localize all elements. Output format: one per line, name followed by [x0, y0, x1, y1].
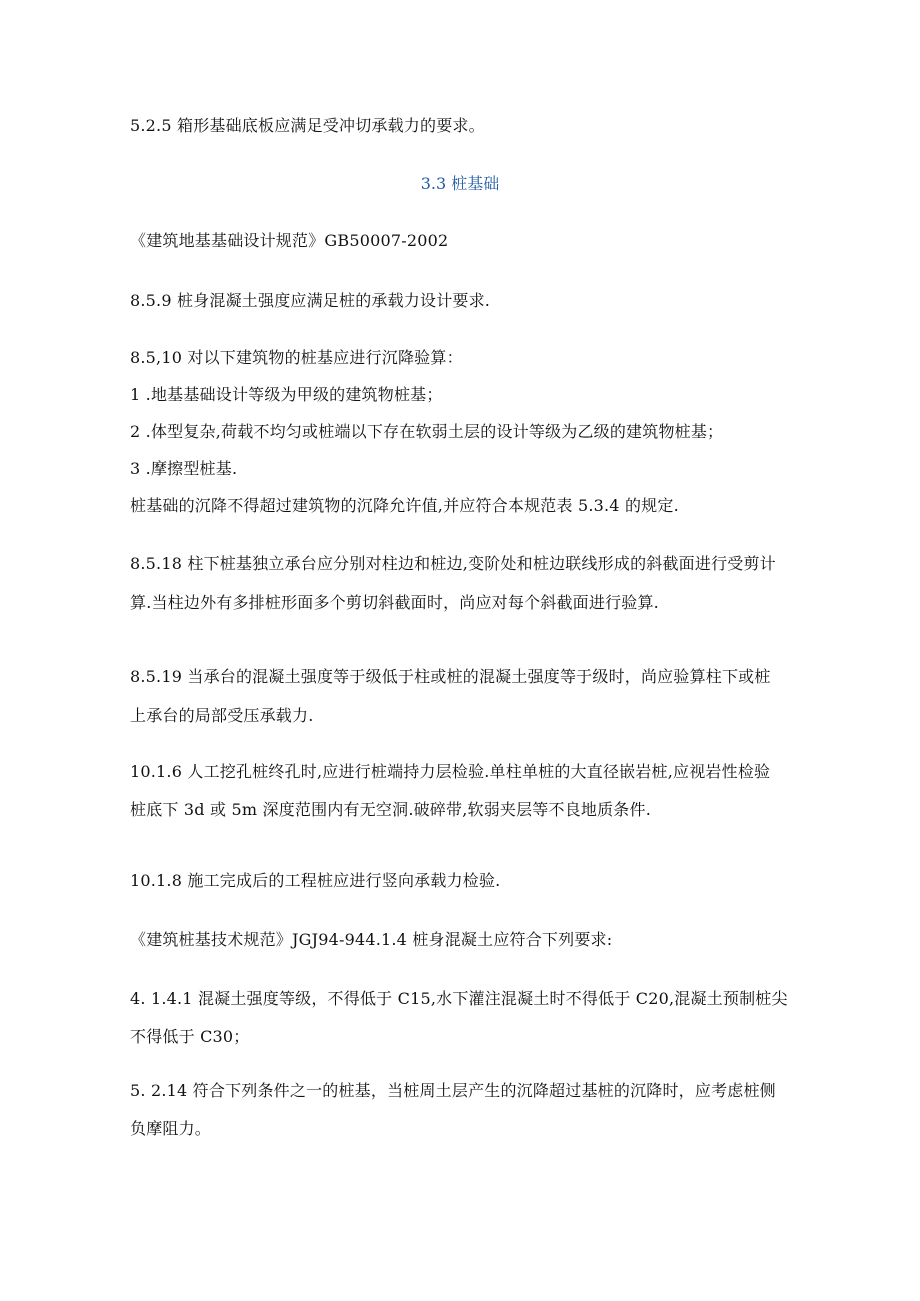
standard-reference-gb50007: 《建筑地基基础设计规范》GB50007-2002: [130, 231, 449, 250]
paragraph-10-1-8: 10.1.8 施工完成后的工程桩应进行竖向承载力检验.: [130, 871, 501, 890]
paragraph-8-5-10-note: 桩基础的沉降不得超过建筑物的沉降允许值,并应符合本规范表 5.3.4 的规定.: [130, 496, 679, 515]
paragraph-8-5-18-line: 8.5.18 柱下桩基独立承台应分别对柱边和桩边,变阶处和桩边联线形成的斜截面进行受剪计: [130, 554, 776, 573]
paragraph-5-2-14-line: 负摩阻力。: [130, 1119, 212, 1138]
paragraph-8-5-18-line: 算.当柱边外有多排桩形面多个剪切斜截面时，尚应对每个斜截面进行验算.: [130, 593, 659, 612]
list-item: 3 .摩擦型桩基.: [130, 459, 238, 478]
paragraph-8-5-19-line: 上承台的局部受压承载力.: [130, 706, 314, 725]
standard-reference-jgj94: 《建筑桩基技术规范》JGJ94-944.1.4 桩身混凝土应符合下列要求:: [130, 930, 613, 949]
paragraph-10-1-6-line: 桩底下 3d 或 5m 深度范围内有无空洞.破碎带,软弱夹层等不良地质条件.: [130, 800, 651, 819]
section-heading: 3.3 桩基础: [420, 174, 500, 193]
paragraph-10-1-6-line: 10.1.6 人工挖孔桩终孔时,应进行桩端持力层检验.单柱单桩的大直径嵌岩桩,应视岩性检验: [130, 762, 771, 781]
list-item: 2 .体型复杂,荷载不均匀或桩端以下存在软弱土层的设计等级为乙级的建筑物桩基；: [130, 422, 724, 441]
paragraph-8-5-19-line: 8.5.19 当承台的混凝土强度等于级低于柱或桩的混凝土强度等于级时，尚应验算柱下或桩: [130, 667, 771, 686]
paragraph-5-2-5: 5.2.5 箱形基础底板应满足受冲切承载力的要求。: [130, 116, 485, 135]
paragraph-4-1-4-1-line: 4. 1.4.1 混凝土强度等级，不得低于 C15,水下灌注混凝土时不得低于 C20,混凝土预制桩尖: [130, 989, 788, 1008]
paragraph-8-5-9: 8.5.9 桩身混凝土强度应满足桩的承载力设计要求.: [130, 291, 491, 310]
paragraph-8-5-10-intro: 8.5,10 对以下建筑物的桩基应进行沉降验算：: [130, 348, 463, 367]
paragraph-5-2-14-line: 5. 2.14 符合下列条件之一的桩基，当桩周土层产生的沉降超过基桩的沉降时，应考虑桩侧: [130, 1081, 776, 1100]
list-item: 1 .地基基础设计等级为甲级的建筑物桩基；: [130, 385, 443, 404]
paragraph-4-1-4-1-line: 不得低于 C30；: [130, 1027, 250, 1046]
